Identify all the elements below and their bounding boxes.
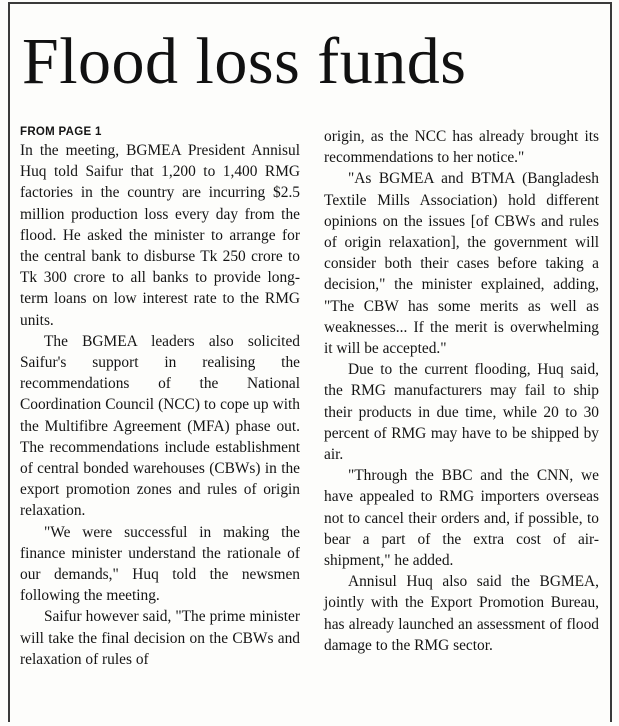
paragraph: Due to the current flooding, Huq said, the RMG manufacturers may fail to ship their products in due time, while 20 to 30 percent of RMG may have to be shipped by air. [324, 361, 599, 464]
paragraph: "We were successful in making the finance minister understand the rationale of our demands," Huq told the newsmen following the meeting. [20, 523, 300, 605]
paragraph: "Through the BBC and the CNN, we have appealed to RMG importers overseas not to cancel their orders and, if possible, to bear a part of the extra cost of air-shipment," he added. [324, 467, 599, 570]
paragraph: In the meeting, BGMEA President Annisul Huq told Saifur that 1,200 to 1,400 RMG factories in the country are incurring $2.5 million production loss every day from the flood. He asked the minister to arrange for the central bank to disburse Tk 250 crore to Tk 300 crore to all banks to provide long-term loans on low interest rate to the RMG units. [20, 142, 300, 329]
headline: Flood loss funds [22, 25, 467, 98]
kicker: FROM PAGE 1 [20, 126, 102, 138]
paragraph: Annisul Huq also said the BGMEA, jointly with the Export Promotion Bureau, has already launched an assessment of flood damage to the RMG sector. [324, 573, 599, 654]
column-left [20, 124, 300, 670]
paragraph: "As BGMEA and BTMA (Bangladesh Textile Mills Association) hold different opinions on the issues [of CBWs and rules of origin relaxation], the government will consider both their cases before taking a decision," the minister explained, adding, "The CBW has some merits as well as weaknesses... If the merit is overwhelming it will be accepted." [324, 170, 599, 358]
paragraph: Saifur however said, "The prime minister will take the final decision on the CBWs and relaxation of rules of [20, 608, 300, 668]
paragraph: origin, as the NCC has already brought its recommendations to her notice." [324, 128, 599, 167]
column-right [324, 126, 599, 656]
paragraph: The BGMEA leaders also solicited Saifur's support in realising the recommendations of the National Coordination Council (NCC) to cope up with the Multifibre Agreement (MFA) phase out. The recommendations include establishment of central bonded warehouses (CBWs) in the export promotion zones and rules of origin relaxation. [20, 332, 300, 520]
